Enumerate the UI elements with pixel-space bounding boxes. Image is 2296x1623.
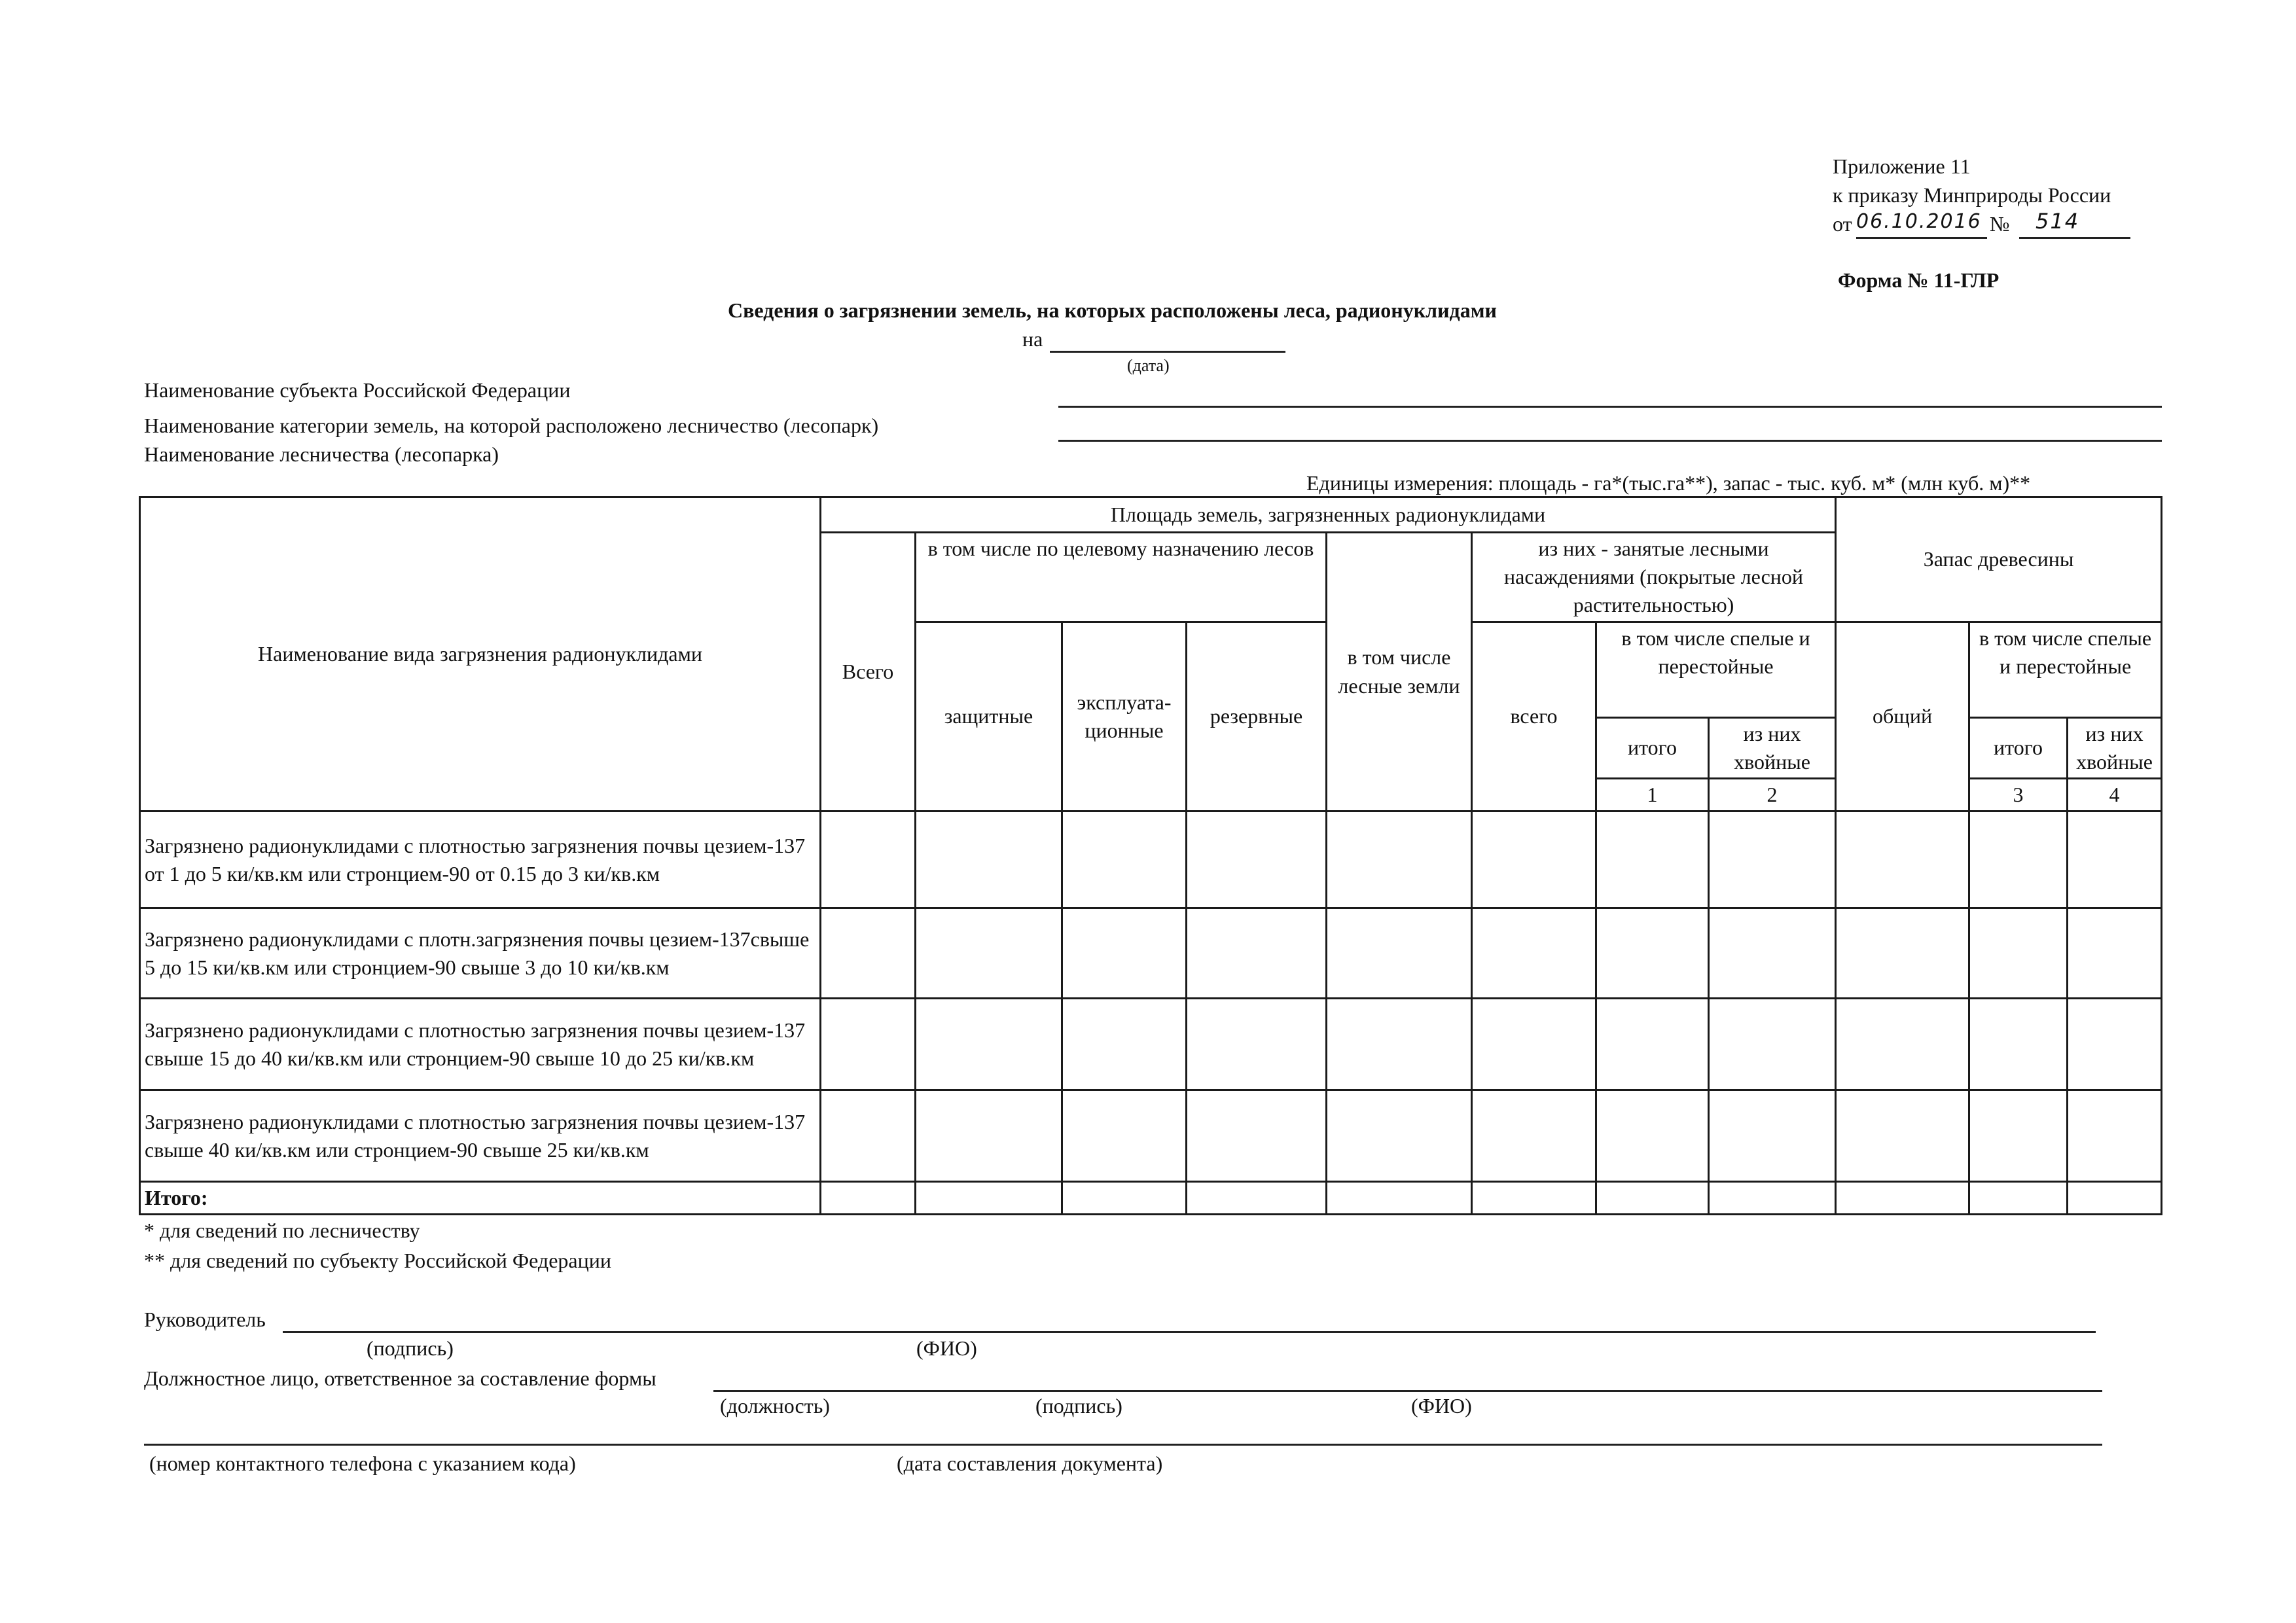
header-stock-total: общий — [1836, 622, 1969, 812]
table-cell[interactable] — [1062, 908, 1187, 999]
table-cell[interactable] — [1327, 1090, 1472, 1182]
appendix-line1: Приложение 11 — [1833, 154, 1971, 178]
table-cell[interactable] — [821, 812, 916, 908]
appendix-date-underline — [1856, 237, 1987, 239]
row-label: Загрязнено радионуклидами с плотностью загрязнения почвы цезием-137 от 1 до 5 ки/кв.км или стронцием-90 от 0.15 до 3 ки/кв.км — [140, 812, 821, 908]
official-signature-caption: (подпись) — [1035, 1394, 1122, 1418]
table-cell[interactable] — [1709, 908, 1836, 999]
row-label: Загрязнено радионуклидами с плотностью загрязнения почвы цезием-137 свыше 15 до 40 ки/кв.км или стронцием-90 свыше 10 до 25 ки/кв.км — [140, 999, 821, 1090]
phone-date-line[interactable] — [144, 1444, 2102, 1446]
table-cell[interactable] — [1969, 908, 2068, 999]
table-cell[interactable] — [1062, 1182, 1187, 1215]
table-cell[interactable] — [821, 1090, 916, 1182]
table-cell[interactable] — [1709, 999, 1836, 1090]
page-title: Сведения о загрязнении земель, на которых расположены леса, радионуклидами — [728, 298, 1497, 322]
table-cell[interactable] — [1472, 999, 1596, 1090]
table-cell[interactable] — [1709, 1090, 1836, 1182]
field-subject-label: Наименование субъекта Российской Федерации — [144, 378, 571, 402]
table-cell[interactable] — [916, 812, 1062, 908]
table-cell[interactable] — [2068, 1182, 2162, 1215]
table-cell[interactable] — [1327, 999, 1472, 1090]
header-mature: в том числе спелые и перестойные — [1596, 622, 1836, 717]
table-cell[interactable] — [1596, 908, 1709, 999]
col-num: 4 — [2068, 778, 2162, 811]
header-mature-conif: из них хвойные — [1709, 717, 1836, 778]
row-label: Загрязнено радионуклидами с плотностью загрязнения почвы цезием-137 свыше 40 ки/кв.км или стронцием-90 свыше 25 ки/кв.км — [140, 1090, 821, 1182]
table-cell[interactable] — [1709, 812, 1836, 908]
table-cell[interactable] — [1969, 1090, 2068, 1182]
field-forestry-label: Наименование лесничества (лесопарка) — [144, 442, 499, 466]
official-position-caption: (должность) — [720, 1394, 830, 1418]
units-note: Единицы измерения: площадь - га*(тыс.га**), запас - тыс. куб. м* (млн куб. м)** — [1306, 471, 2031, 495]
header-stock-mature-conif: из них хвойные — [2068, 717, 2162, 778]
official-label: Должностное лицо, ответственное за составление формы — [144, 1366, 656, 1390]
table-cell[interactable] — [821, 999, 916, 1090]
phone-caption: (номер контактного телефона с указанием кода) — [149, 1452, 576, 1475]
header-stock-mature-total: итого — [1969, 717, 2068, 778]
header-forest-lands: в том числе лесные земли — [1327, 533, 1472, 812]
table-cell[interactable] — [1187, 1090, 1327, 1182]
table-cell[interactable] — [1596, 1182, 1709, 1215]
table-cell[interactable] — [821, 1182, 916, 1215]
table-cell[interactable] — [1596, 999, 1709, 1090]
header-occupied-total: всего — [1472, 622, 1596, 812]
table-cell[interactable] — [1327, 908, 1472, 999]
table-cell[interactable] — [1596, 1090, 1709, 1182]
date-caption: (дата) — [1127, 356, 1170, 375]
form-number: Форма № 11-ГЛР — [1838, 268, 2000, 292]
table-cell[interactable] — [1969, 1182, 2068, 1215]
table-cell[interactable] — [1709, 1182, 1836, 1215]
table-cell[interactable] — [1187, 999, 1327, 1090]
header-area-group: Площадь земель, загрязненных радионуклидами — [821, 497, 1836, 533]
col-num: 2 — [1709, 778, 1836, 811]
table-cell[interactable] — [916, 1182, 1062, 1215]
official-name-caption: (ФИО) — [1411, 1394, 1472, 1418]
table-cell[interactable] — [1187, 908, 1327, 999]
table-cell[interactable] — [1327, 1182, 1472, 1215]
head-label: Руководитель — [144, 1308, 266, 1331]
header-reserve: резервные — [1187, 622, 1327, 812]
appendix-number-prefix: № — [1990, 212, 2010, 236]
total-label: Итого: — [140, 1182, 821, 1215]
head-signature-caption: (подпись) — [367, 1336, 454, 1360]
header-mature-total: итого — [1596, 717, 1709, 778]
table-cell[interactable] — [2068, 999, 2162, 1090]
date-prefix: на — [1022, 327, 1043, 351]
table-cell[interactable] — [1062, 812, 1187, 908]
table-cell[interactable] — [1836, 1090, 1969, 1182]
table-cell[interactable] — [916, 908, 1062, 999]
table-row — [140, 908, 2162, 999]
footnote-forestry: * для сведений по лесничеству — [144, 1219, 420, 1242]
table-cell[interactable] — [1836, 999, 1969, 1090]
table-cell[interactable] — [916, 999, 1062, 1090]
table-cell[interactable] — [1836, 812, 1969, 908]
col-num: 1 — [1596, 778, 1709, 811]
header-total: Всего — [821, 533, 916, 812]
table-cell[interactable] — [1969, 812, 2068, 908]
header-stock-mature: в том числе спелые и перестойные — [1969, 622, 2162, 717]
table-cell[interactable] — [1472, 908, 1596, 999]
field-category-line[interactable] — [1058, 440, 2162, 442]
appendix-number-underline — [2019, 237, 2130, 239]
table-cell[interactable] — [1596, 812, 1709, 908]
table-cell[interactable] — [916, 1090, 1062, 1182]
official-line[interactable] — [713, 1390, 2102, 1392]
header-pollution-type: Наименование вида загрязнения радионуклидами — [140, 497, 821, 812]
table-cell[interactable] — [821, 908, 916, 999]
table-cell[interactable] — [1472, 1182, 1596, 1215]
table-cell[interactable] — [1836, 1182, 1969, 1215]
row-label: Загрязнено радионуклидами с плотн.загрязнения почвы цезием-137свыше 5 до 15 ки/кв.км или стронцием-90 свыше 3 до 10 ки/кв.км — [140, 908, 821, 999]
total-row — [140, 1182, 2162, 1215]
table-cell[interactable] — [1062, 999, 1187, 1090]
header-exploitation: эксплуата-ционные — [1062, 622, 1187, 812]
head-name-caption: (ФИО) — [916, 1336, 977, 1360]
table-cell[interactable] — [1472, 812, 1596, 908]
header-by-purpose: в том числе по целевому назначению лесов — [916, 533, 1327, 622]
col-num: 3 — [1969, 778, 2068, 811]
table-cell[interactable] — [2068, 1090, 2162, 1182]
head-signature-line[interactable] — [283, 1331, 2096, 1333]
doc-date-caption: (дата составления документа) — [897, 1452, 1163, 1475]
appendix-number-value: 514 — [2036, 209, 2080, 234]
appendix-line2: к приказу Минприроды России — [1833, 183, 2111, 207]
table-cell[interactable] — [1327, 812, 1472, 908]
field-category-label: Наименование категории земель, на которой расположено лесничество (лесопарк) — [144, 414, 879, 437]
table-cell[interactable] — [1472, 1090, 1596, 1182]
table-row — [140, 999, 2162, 1090]
appendix-date-value: 06.10.2016 — [1856, 210, 1982, 233]
field-subject-line[interactable] — [1058, 406, 2162, 408]
header-occupied: из них - занятые лесными насаждениями (покрытые лесной растительностью) — [1472, 533, 1836, 622]
table-cell[interactable] — [1187, 1182, 1327, 1215]
date-underline — [1050, 351, 1285, 353]
table-cell[interactable] — [1062, 1090, 1187, 1182]
table-row — [140, 1090, 2162, 1182]
table-cell[interactable] — [2068, 908, 2162, 999]
footnote-subject: ** для сведений по субъекту Российской Федерации — [144, 1249, 611, 1272]
data-table — [139, 496, 2162, 1215]
header-stock: Запас древесины — [1836, 497, 2162, 622]
table-cell[interactable] — [1969, 999, 2068, 1090]
header-protective: защитные — [916, 622, 1062, 812]
table-row — [140, 812, 2162, 908]
table-cell[interactable] — [2068, 812, 2162, 908]
table-cell[interactable] — [1187, 812, 1327, 908]
table-cell[interactable] — [1836, 908, 1969, 999]
appendix-date-prefix: от — [1833, 212, 1852, 236]
